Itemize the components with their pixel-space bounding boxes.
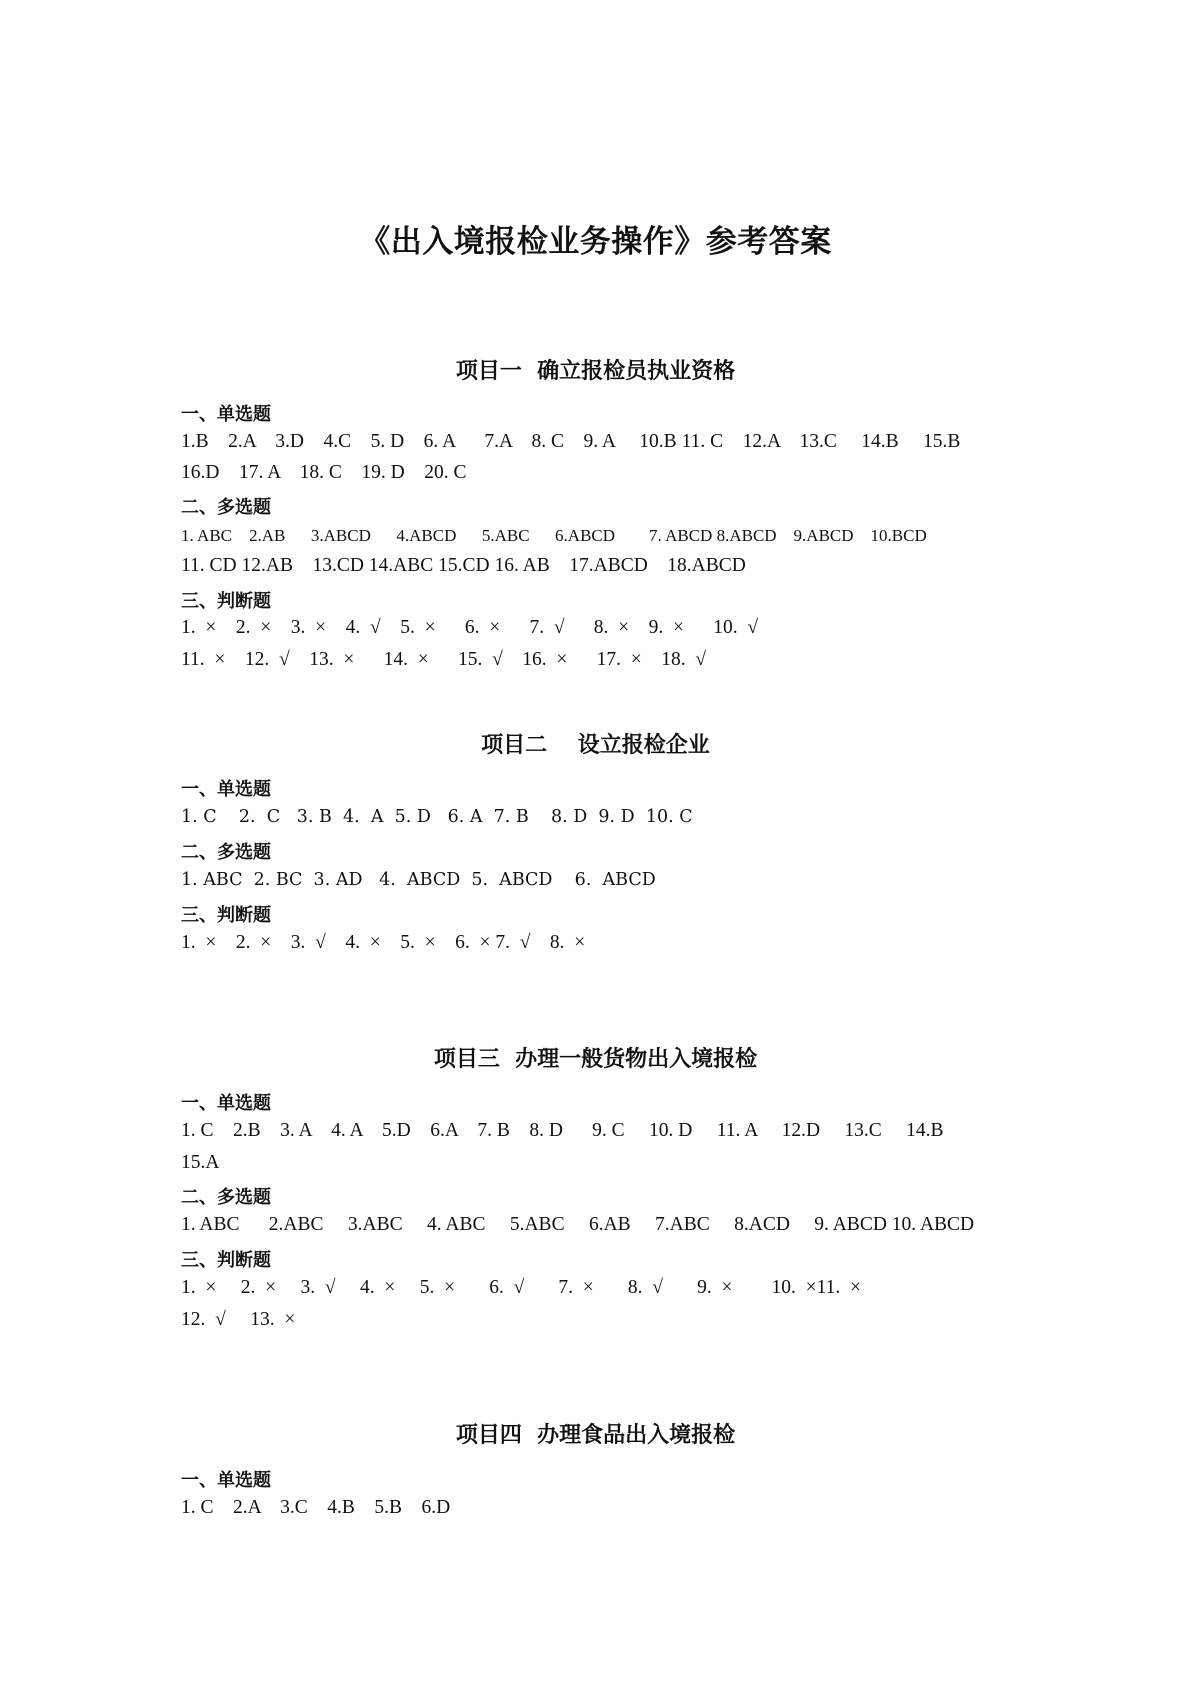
project-3-multi-choice-label: 二、多选题 (181, 1187, 271, 1208)
document-title: 《出入境报检业务操作》参考答案 (359, 224, 832, 260)
project-4-heading: 项目四 办理食品出入境报检 (455, 1423, 736, 1448)
project-3-multi-choice-line-1: 1. ABC 2.ABC 3.ABC 4. ABC 5.ABC 6.AB 7.ABC 8.ACD 9. ABCD 10. ABCD (181, 1214, 975, 1235)
project-1-true-false-line-1: 1. × 2. × 3. × 4. √ 5. × 6. × 7. √ 8. × 9. × 10. √ (181, 617, 759, 638)
project-3-true-false-label: 三、判断题 (181, 1250, 271, 1271)
project-3-true-false-line-2: 12. √ 13. × (181, 1309, 296, 1330)
project-2-multi-choice-label: 二、多选题 (181, 842, 271, 863)
project-3-single-choice-line-2: 15.A (181, 1152, 220, 1173)
project-1-true-false-line-2: 11. × 12. √ 13. × 14. × 15. √ 16. × 17. × 18. √ (181, 649, 707, 670)
project-1-multi-choice-line-2: 11. CD 12.AB 13.CD 14.ABC 15.CD 16. AB 17.ABCD 18.ABCD (181, 555, 746, 576)
project-1-multi-choice-line-1: 1. ABC 2.AB 3.ABCD 4.ABCD 5.ABC 6.ABCD 7. ABCD 8.ABCD 9.ABCD 10.BCD (181, 526, 927, 545)
project-3-single-choice-line-1: 1. C 2.B 3. A 4. A 5.D 6.A 7. B 8. D 9. C 10. D 11. A 12.D 13.C 14.B (181, 1120, 944, 1141)
project-1-multi-choice-label: 二、多选题 (181, 497, 271, 518)
project-1-single-choice-line-1: 1.B 2.A 3.D 4.C 5. D 6. A 7.A 8. C 9. A 10.B 11. C 12.A 13.C 14.B 15.B (181, 431, 961, 452)
project-1-single-choice-label: 一、单选题 (181, 404, 271, 425)
project-2-single-choice-label: 一、单选题 (181, 779, 271, 800)
project-1-heading: 项目一 确立报检员执业资格 (455, 359, 736, 384)
project-3-single-choice-label: 一、单选题 (181, 1093, 271, 1114)
project-2-true-false-line-1: 1. × 2. × 3. √ 4. × 5. × 6. × 7. √ 8. × (181, 932, 586, 953)
project-1-single-choice-line-2: 16.D 17. A 18. C 19. D 20. C (181, 462, 467, 483)
project-2-single-choice-line-1: 1. C 2. C 3. B 4. A 5. D 6. A 7. B 8. D 9. D 10. C (181, 807, 693, 827)
project-2-multi-choice-line-1: 1. ABC 2. BC 3. AD 4. ABCD 5. ABCD 6. ABCD (181, 870, 656, 890)
project-1-true-false-label: 三、判断题 (181, 591, 271, 612)
project-3-heading: 项目三 办理一般货物出入境报检 (433, 1047, 758, 1072)
project-2-heading: 项目二 设立报检企业 (481, 733, 710, 758)
project-2-true-false-label: 三、判断题 (181, 905, 271, 926)
project-3-true-false-line-1: 1. × 2. × 3. √ 4. × 5. × 6. √ 7. × 8. √ 9. × 10. ×11. × (181, 1277, 861, 1298)
project-4-single-choice-line-1: 1. C 2.A 3.C 4.B 5.B 6.D (181, 1497, 451, 1518)
project-4-single-choice-label: 一、单选题 (181, 1470, 271, 1491)
